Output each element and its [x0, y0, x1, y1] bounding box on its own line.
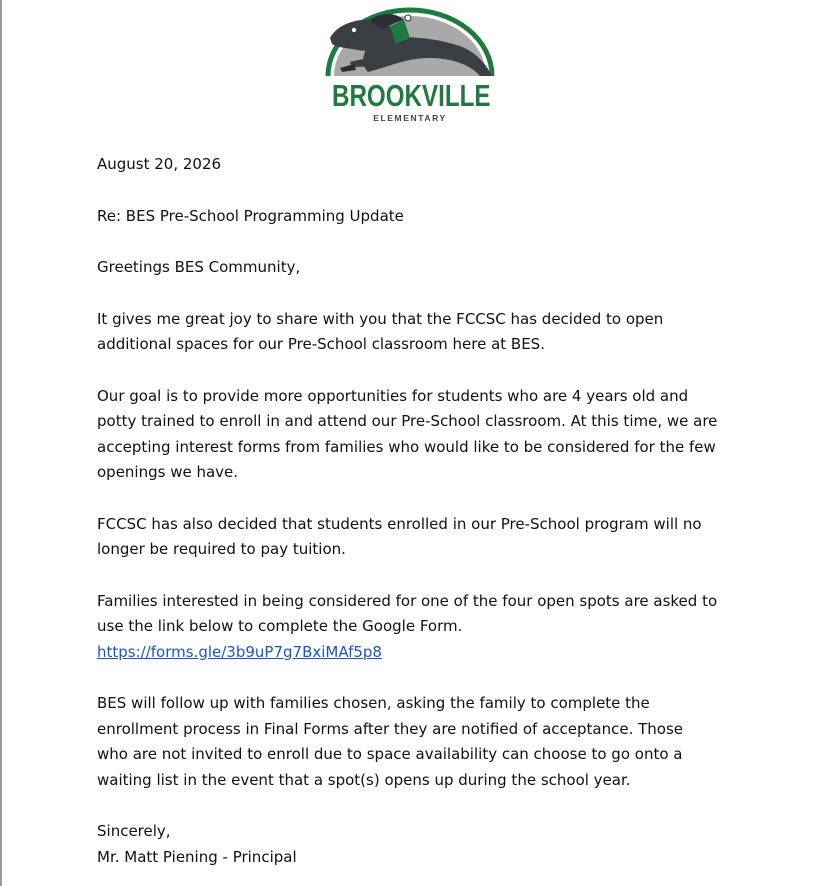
- letter-closing: Sincerely,: [97, 822, 171, 840]
- paragraph-5: BES will follow up with families chosen, asking the family to complete the enrollment process in Final Forms after they are notified of acceptance. Those who are not invited to enroll due to space availability can choose to go onto a waiting list in the event that a spot(s) opens up during the school year.: [97, 694, 684, 789]
- google-form-link[interactable]: https://forms.gle/3b9uP7g7BxiMAf5p8: [97, 642, 382, 661]
- paragraph-4: Families interested in being considered for one of the four open spots are asked to use the link below to complete the Google Form.: [97, 591, 718, 635]
- paragraph-2: Our goal is to provide more opportunities for students who are 4 years old and potty trained to enroll in and attend our Pre-School classroom. At this time, we are accepting interest forms from families who would like to be considered for the few openings we have.: [97, 386, 718, 481]
- logo-subtitle: ELEMENTARY: [373, 113, 447, 123]
- letter-date: August 20, 2026: [97, 155, 222, 173]
- paragraph-3: FCCSC has also decided that students enrolled in our Pre-School program will no longer be required to pay tuition.: [97, 514, 702, 558]
- letter-greeting: Greetings BES Community,: [97, 258, 301, 276]
- link-line: [97, 640, 737, 666]
- letter-signature: Mr. Matt Piening - Principal: [97, 847, 297, 866]
- logo-wordmark: BROOKVILLE: [332, 78, 491, 113]
- letter-subject: Re: BES Pre-School Programming Update: [97, 206, 404, 225]
- letter-body: [97, 152, 737, 870]
- page-edge: [0, 0, 2, 886]
- greyhound-mascot-icon: [310, 6, 510, 86]
- school-logo: [310, 6, 510, 122]
- paragraph-1: It gives me great joy to share with you that the FCCSC has decided to open additional spaces for our Pre-School classroom here at BES.: [97, 309, 664, 353]
